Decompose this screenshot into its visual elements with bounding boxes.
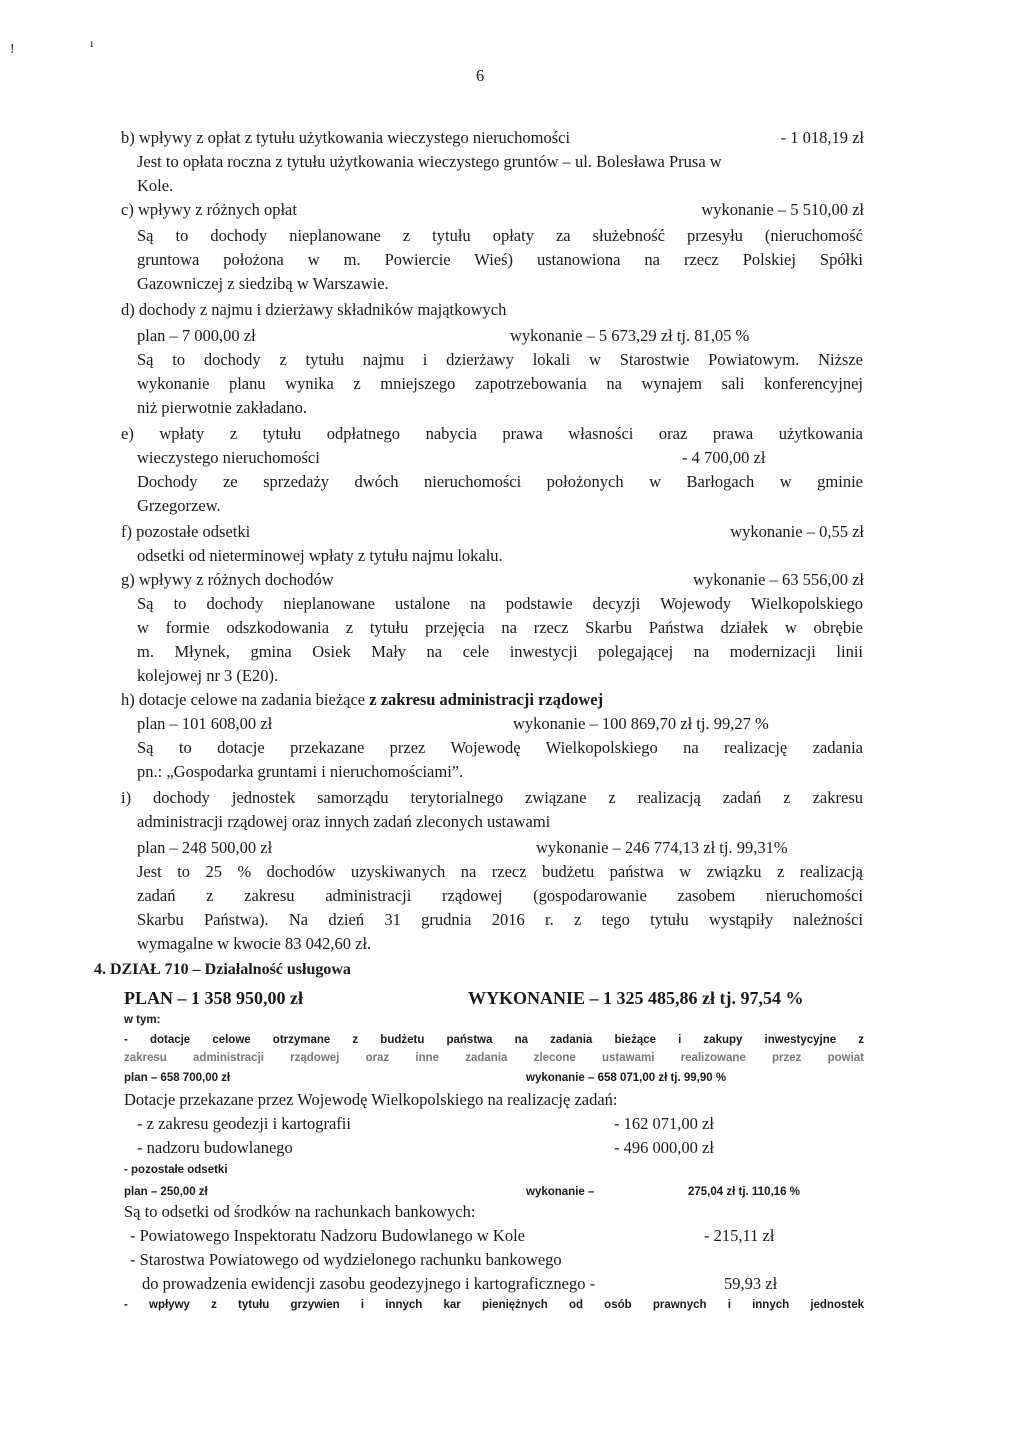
g-line2: Są to dochody nieplanowane ustalone na podstawie decyzji Wojewody Wielkopolskiego [137,594,863,613]
b-line1-left: b) wpływy z opłat z tytułu użytkowania wieczystego nieruchomości [121,128,571,147]
section4-dot-desc: Dotacje przekazane przez Wojewodę Wielkopolskiego na realizację zadań: [124,1090,618,1109]
section4-last-line: - wpływy z tytułu grzywien i innych kar pieniężnych od osób prawnych i innych jednostek [124,1299,864,1311]
page-number: 6 [476,66,485,85]
g-line1-left: g) wpływy z różnych dochodów [121,570,334,589]
f-line1-left: f) pozostałe odsetki [121,522,251,541]
section4-ods-item1-label: - Powiatowego Inspektoratu Nadzoru Budowlanego w Kole [130,1226,525,1245]
corner-mark-left: ! [10,42,15,57]
b-line2: Jest to opłata roczna z tytułu użytkowania wieczystego gruntów – ul. Bolesława Prusa w [137,152,722,171]
section4-item2-value: - 496 000,00 zł [614,1138,714,1157]
e-line4: Grzegorzew. [137,496,221,515]
g-line4: m. Młynek, gmina Osiek Mały na cele inwestycji polegającej na modernizacji linii [137,642,863,661]
b-line3: Kole. [137,176,174,195]
section4-wtym: w tym: [124,1014,161,1026]
c-line1-left: c) wpływy z różnych opłat [121,200,297,219]
corner-mark-right: ı [90,36,94,50]
h-line3: Są to dotacje przekazane przez Wojewodę Wielkopolskiego na realizację zadania [137,738,863,757]
c-line2: Są to dochody nieplanowane z tytułu opłaty za służebność przesyłu (nieruchomość [137,226,863,245]
h-line1-bold: z zakresu administracji rządowej [369,690,604,709]
g-line1-right: wykonanie – 63 556,00 zł [693,570,864,589]
i-line5: zadań z zakresu administracji rządowej (gospodarowanie zasobem nieruchomości [137,886,863,905]
i-plan: plan – 248 500,00 zł [137,838,273,857]
section4-ods-title: - pozostałe odsetki [124,1164,228,1176]
section4-dot-wyk: wykonanie – 658 071,00 zł tj. 99,90 % [526,1072,727,1084]
h-plan: plan – 101 608,00 zł [137,714,273,733]
section4-ods-item2-value: 59,93 zł [724,1274,778,1293]
d-plan: plan – 7 000,00 zł [137,326,256,345]
i-line7: wymagalne w kwocie 83 042,60 zł. [137,934,372,953]
d-line5: niż pierwotnie zakładano. [137,398,307,417]
i-line6: Skarbu Państwa). Na dzień 31 grudnia 2016 r. z tego tytułu wystąpiły należności [137,910,863,929]
i-line1: i) dochody jednostek samorządu terytorialnego związane z realizacją zadań z zakresu [121,788,863,807]
section4-ods-desc: Są to odsetki od środków na rachunkach bankowych: [124,1202,476,1221]
f-line2: odsetki od nieterminowej wpłaty z tytułu najmu lokalu. [137,546,503,565]
h-wyk: wykonanie – 100 869,70 zł tj. 99,27 % [513,714,769,733]
i-wyk: wykonanie – 246 774,13 zł tj. 99,31% [536,838,788,857]
section4-item1-label: - z zakresu geodezji i kartografii [137,1114,351,1133]
d-line3: Są to dochody z tytułu najmu i dzierżawy lokali w Starostwie Powiatowym. Niższe [137,350,863,369]
section4-heading: 4. DZIAŁ 710 – Działalność usługowa [94,961,351,978]
section4-ods-wyk: wykonanie – [526,1186,595,1198]
section4-item1-value: - 162 071,00 zł [614,1114,714,1133]
section4-ods-amount: 275,04 zł tj. 110,16 % [688,1186,800,1198]
e-line3: Dochody ze sprzedaży dwóch nieruchomości położonych w Barłogach w gminie [137,472,863,491]
d-wyk: wykonanie – 5 673,29 zł tj. 81,05 % [510,326,750,345]
c-line4: Gazowniczej z siedzibą w Warszawie. [137,274,389,293]
g-line3: w formie odszkodowania z tytułu przejęcia na rzecz Skarbu Państwa działek w obrębie [137,618,863,637]
section4-dot-plan: plan – 658 700,00 zł [124,1072,231,1084]
section4-dot-line1: - dotacje celowe otrzymane z budżetu państwa na zadania bieżące i zakupy inwestycyjne z [124,1034,864,1046]
section4-dot-line2: zakresu administracji rządowej oraz inne zadania zlecone ustawami realizowane przez powiat [124,1052,864,1064]
c-line1-right: wykonanie – 5 510,00 zł [701,200,864,219]
section4-ods-item1-value: - 215,11 zł [704,1226,775,1245]
g-line5: kolejowej nr 3 (E20). [137,666,279,685]
d-line1: d) dochody z najmu i dzierżawy składników majątkowych [121,300,507,319]
section4-ods-item2-line2: do prowadzenia ewidencji zasobu geodezyjnego i kartograficznego - [142,1274,596,1293]
d-line4: wykonanie planu wynika z mniejszego zapotrzebowania na wynajem sali konferencyjnej [137,374,863,393]
e-line2-right: - 4 700,00 zł [682,448,766,467]
h-line1-normal: h) dotacje celowe na zadania bieżące [121,690,370,709]
section4-ods-item2-line1: - Starostwa Powiatowego od wydzielonego rachunku bankowego [130,1250,562,1269]
h-line1 [121,690,603,710]
i-line4: Jest to 25 % dochodów uzyskiwanych na rzecz budżetu państwa w związku z realizacją [137,862,863,881]
section4-item2-label: - nadzoru budowlanego [137,1138,293,1157]
c-line3: gruntowa położona w m. Powiercie Wieś) ustanowiona na rzecz Polskiej Spółki [137,250,863,269]
b-line1-right: - 1 018,19 zł [780,128,864,147]
h-line4: pn.: „Gospodarka gruntami i nieruchomościami”. [137,762,464,781]
i-line2: administracji rządowej oraz innych zadań zleconych ustawami [137,812,551,831]
section4-wyk: WYKONANIE – 1 325 485,86 zł tj. 97,54 % [468,988,804,1008]
section4-plan: PLAN – 1 358 950,00 zł [124,988,303,1008]
e-line1: e) wpłaty z tytułu odpłatnego nabycia prawa własności oraz prawa użytkowania [121,424,863,443]
section4-ods-plan: plan – 250,00 zł [124,1186,208,1198]
e-line2-left: wieczystego nieruchomości [137,448,320,467]
f-line1-right: wykonanie – 0,55 zł [730,522,864,541]
